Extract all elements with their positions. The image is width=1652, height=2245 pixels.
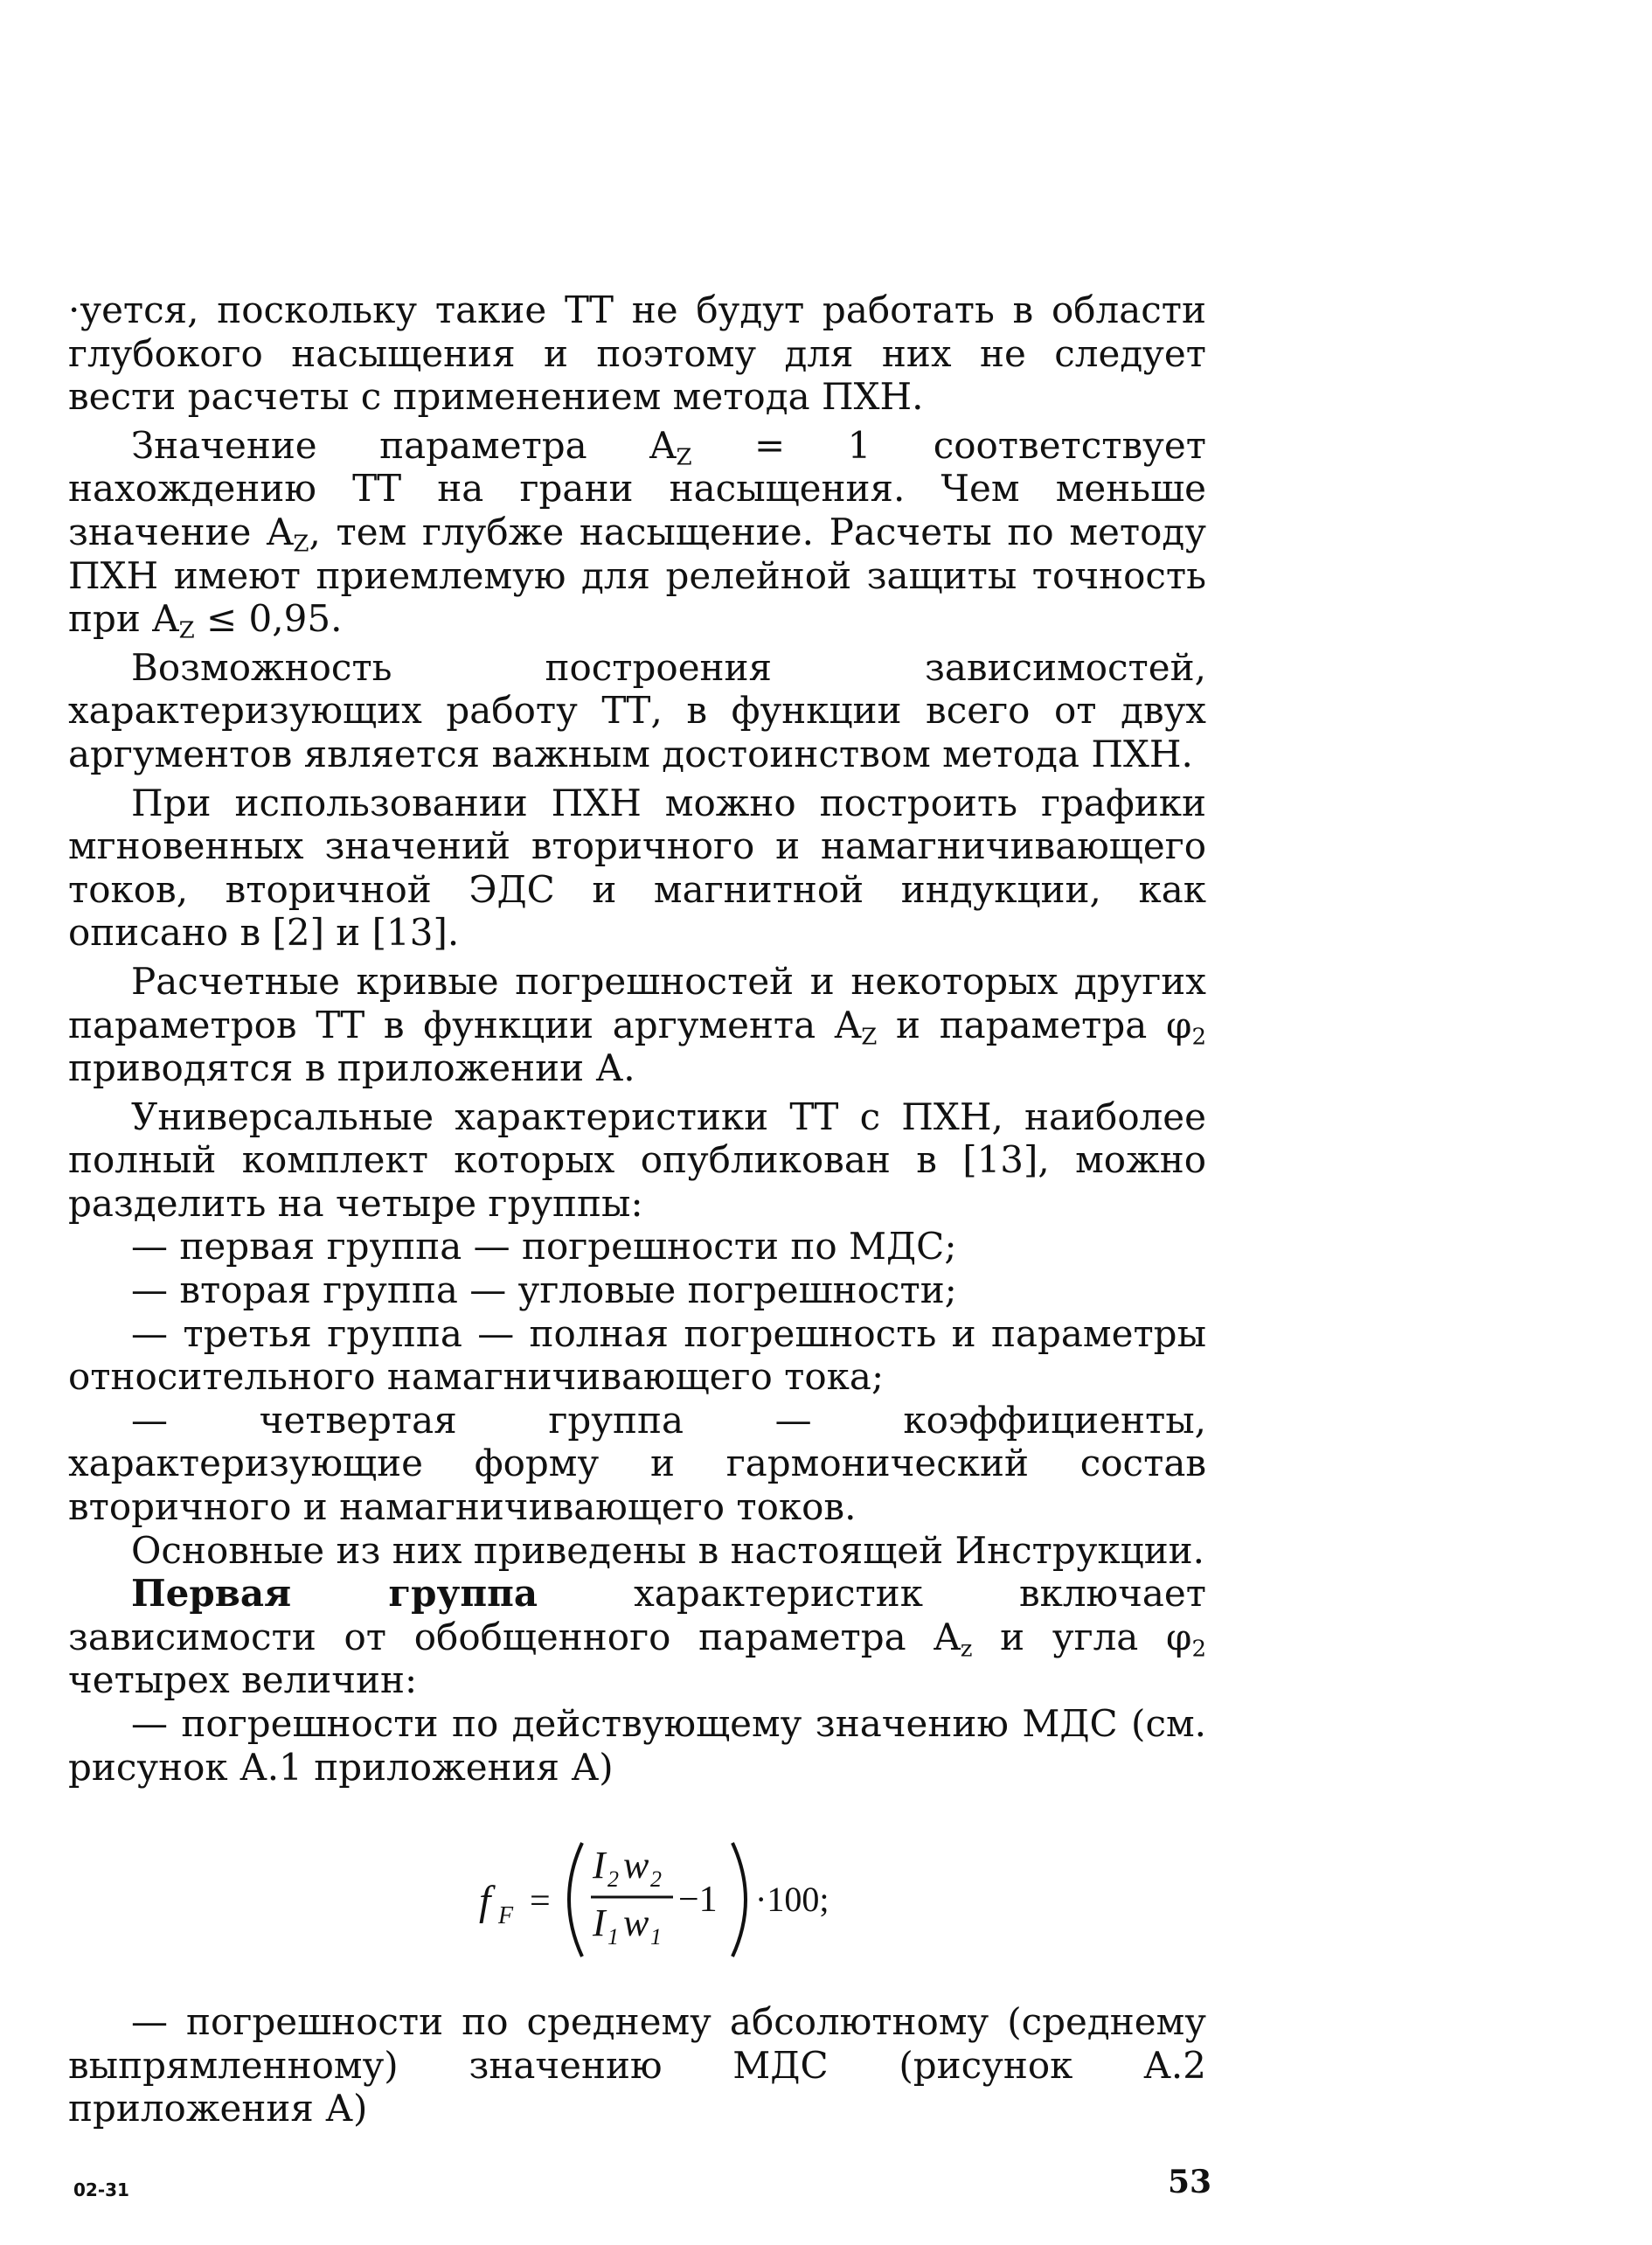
text-run: — вторая группа — угловые погрешности; (131, 1268, 957, 1312)
text-run: и параметра φ (877, 1003, 1192, 1046)
paragraph-universal (68, 1095, 1206, 1226)
page-body (68, 288, 1206, 2130)
text-run: характеристик включает зависимости от обобщенного параметра A (68, 1572, 1206, 1658)
text-run: Значение параметра A (131, 423, 677, 467)
text-run: = 1 соответствует нахождению ТТ на грани насыщения. Чем меньше значение A (68, 423, 1206, 553)
subscript: Z (178, 617, 195, 644)
text-run: — погрешности по среднему абсолютному (среднему выпрямленному) значению МДС (рисунок А.2 приложения А) (68, 2000, 1206, 2130)
text-run: При использовании ПХН можно построить графики мгновенных значений вторичного и намагничивающего токов, вторичной ЭДС и магнитной индукции, как описано в [2] и [13]. (68, 781, 1206, 955)
formula-den-b: w (623, 1901, 649, 1945)
formula-den-b-sub: 1 (650, 1924, 662, 1950)
subscript: 2 (1191, 1636, 1206, 1663)
text-run: приводятся в приложении А. (68, 1046, 635, 1090)
list-item-rms-error (68, 1702, 1206, 1789)
list-item-group-2 (68, 1268, 1206, 1312)
subscript: Z (676, 444, 692, 471)
formula-minus-one: −1 (678, 1880, 718, 1921)
list-item-group-1 (68, 1225, 1206, 1268)
list-item-group-3 (68, 1312, 1206, 1399)
formula-lhs-sub: F (498, 1902, 514, 1930)
text-run: ≤ 0,95. (194, 597, 343, 641)
paragraph-intro (68, 288, 1206, 419)
paragraph-az-value (68, 423, 1206, 644)
formula-den-a-sub: 1 (607, 1924, 619, 1950)
paragraph-curves (68, 960, 1206, 1090)
formula-multiplier: ·100; (755, 1880, 829, 1920)
subscript: z (960, 1636, 973, 1663)
text-run: Возможность построения зависимостей, характеризующих работу ТТ, в функции всего от двух аргументов является важным достоинством метода ПХН. (68, 645, 1206, 775)
formula-den-a: I (593, 1901, 606, 1945)
paragraph-first-group (68, 1572, 1206, 1702)
bold-heading: Первая группа (131, 1572, 538, 1616)
formula-equals: = (530, 1881, 551, 1922)
text-run: Основные из них приведены в настоящей Инструкции. (131, 1528, 1205, 1572)
paragraph-main (68, 1529, 1206, 1573)
text-run: Расчетные кривые погрешностей и некоторых других параметров ТТ в функции аргумента A (68, 959, 1206, 1046)
footer-code: 02-31 (73, 2179, 129, 2200)
formula-num-a: I (593, 1844, 606, 1887)
text-run: — третья группа — полная погрешность и параметры относительного намагничивающего тока; (68, 1311, 1206, 1399)
text-run: и угла φ (972, 1615, 1192, 1658)
list-item-mean-error (68, 2000, 1206, 2130)
formula-num-b-sub: 2 (650, 1866, 662, 1893)
list-item-group-4 (68, 1399, 1206, 1529)
formula-num-a-sub: 2 (607, 1866, 619, 1893)
text-run: — четвертая группа — коэффициенты, характеризующие форму и гармонический состав вторичного и намагничивающего токов. (68, 1398, 1206, 1529)
text-run: четырех величин: (68, 1658, 418, 1702)
left-paren (569, 1843, 582, 1957)
subscript: Z (293, 531, 309, 558)
formula-lhs: f (479, 1878, 491, 1925)
paragraph-dependencies (68, 646, 1206, 776)
text-run: , тем глубже насыщение. Расчеты по методу ПХН имеют приемлемую для релейной защиты точность при A (68, 510, 1206, 641)
text-run: — погрешности по действующему значению МДС (см. рисунок А.1 приложения А) (68, 1702, 1206, 1789)
formula-ff (479, 1825, 934, 1974)
subscript: Z (861, 1023, 878, 1050)
right-paren (732, 1843, 746, 1957)
text-run: ·уется, поскольку такие ТТ не будут работать в области глубокого насыщения и поэтому для них не следует вести расчеты с применением метода ПХН. (68, 288, 1206, 419)
paragraph-graphs (68, 782, 1206, 955)
page-number: 53 (1168, 2164, 1212, 2200)
formula-block (68, 1799, 1206, 2000)
text-run: — первая группа — погрешности по МДС; (131, 1225, 957, 1268)
subscript: 2 (1191, 1023, 1206, 1050)
formula-svg (479, 1825, 934, 1974)
text-run: Универсальные характеристики ТТ с ПХН, наиболее полный комплект которых опубликован в [13], можно разделить на четыре группы: (68, 1095, 1206, 1225)
formula-num-b: w (623, 1844, 649, 1887)
